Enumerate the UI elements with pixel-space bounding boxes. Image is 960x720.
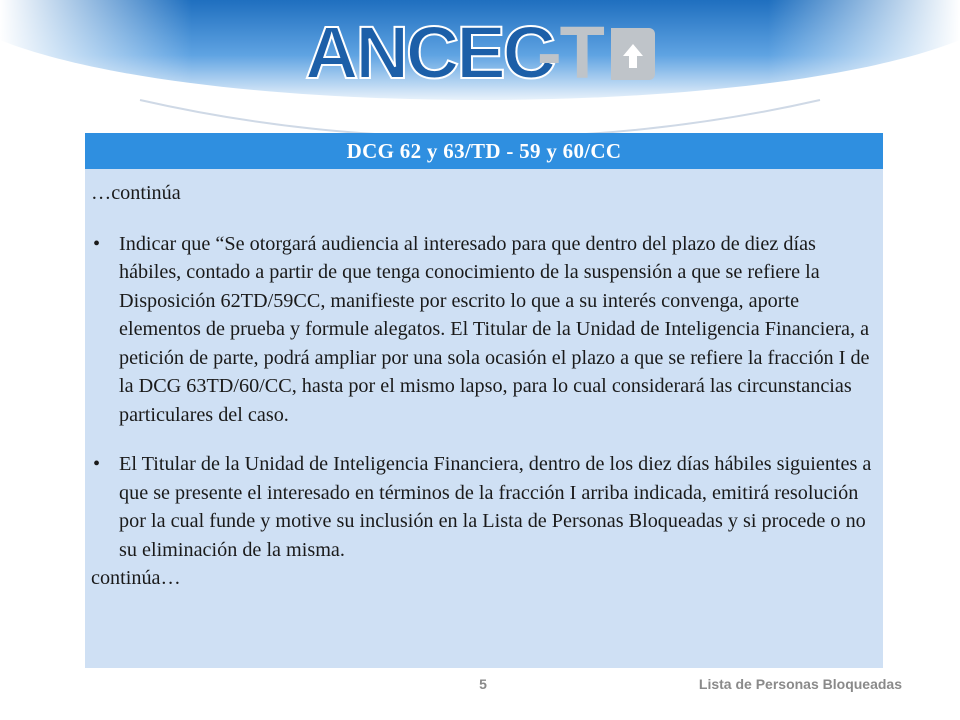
bullet-icon: •	[93, 232, 101, 255]
footer-title: Lista de Personas Bloqueadas	[698, 676, 902, 692]
header-banner	[0, 0, 960, 135]
continues-intro: …continúa	[91, 182, 181, 204]
box-title: DCG 62 y 63/TD - 59 y 60/CC	[85, 133, 883, 169]
svg-text:ANCEC: ANCEC	[305, 11, 554, 90]
svg-text:-T: -T	[537, 11, 603, 90]
bullet-item	[91, 450, 873, 564]
content-box	[85, 133, 883, 668]
ancec-td-logo	[305, 10, 665, 90]
bullet-list	[91, 230, 873, 565]
bullet-icon: •	[93, 453, 101, 475]
bullet-text: Indicar que “Se otorgará audiencia al interesado para que dentro del plazo de diez días hábiles, contado a partir de que tenga conocimiento de la suspensión a que se refiere la Disposición 62TD/59CC, manifieste por escrito lo que a su interés convenga, aporte elementos de prueba y formule alegatos. El Titular de la Unidad de Inteligencia Financiera, a petición de parte, podrá ampliar por una sola ocasión el plazo a que se refiere la fracción I de la DCG 63TD/60/CC, hasta por el mismo lapso, para lo cual considerará las circunstancias particulares del caso.	[119, 232, 870, 426]
bullet-text: El Titular de la Unidad de Inteligencia Financiera, dentro de los diez días hábiles siguientes a que se presente el interesado en términos de la fracción I arriba indicada, emitirá resolución por la cual funde y motive su inclusión en la Lista de Personas Bloqueadas y si procede o no su eliminación de la misma.	[119, 453, 872, 561]
bullet-item	[91, 230, 873, 430]
page-number: 5	[479, 676, 487, 692]
box-body	[85, 169, 883, 668]
continues-outro: continúa…	[91, 567, 181, 589]
